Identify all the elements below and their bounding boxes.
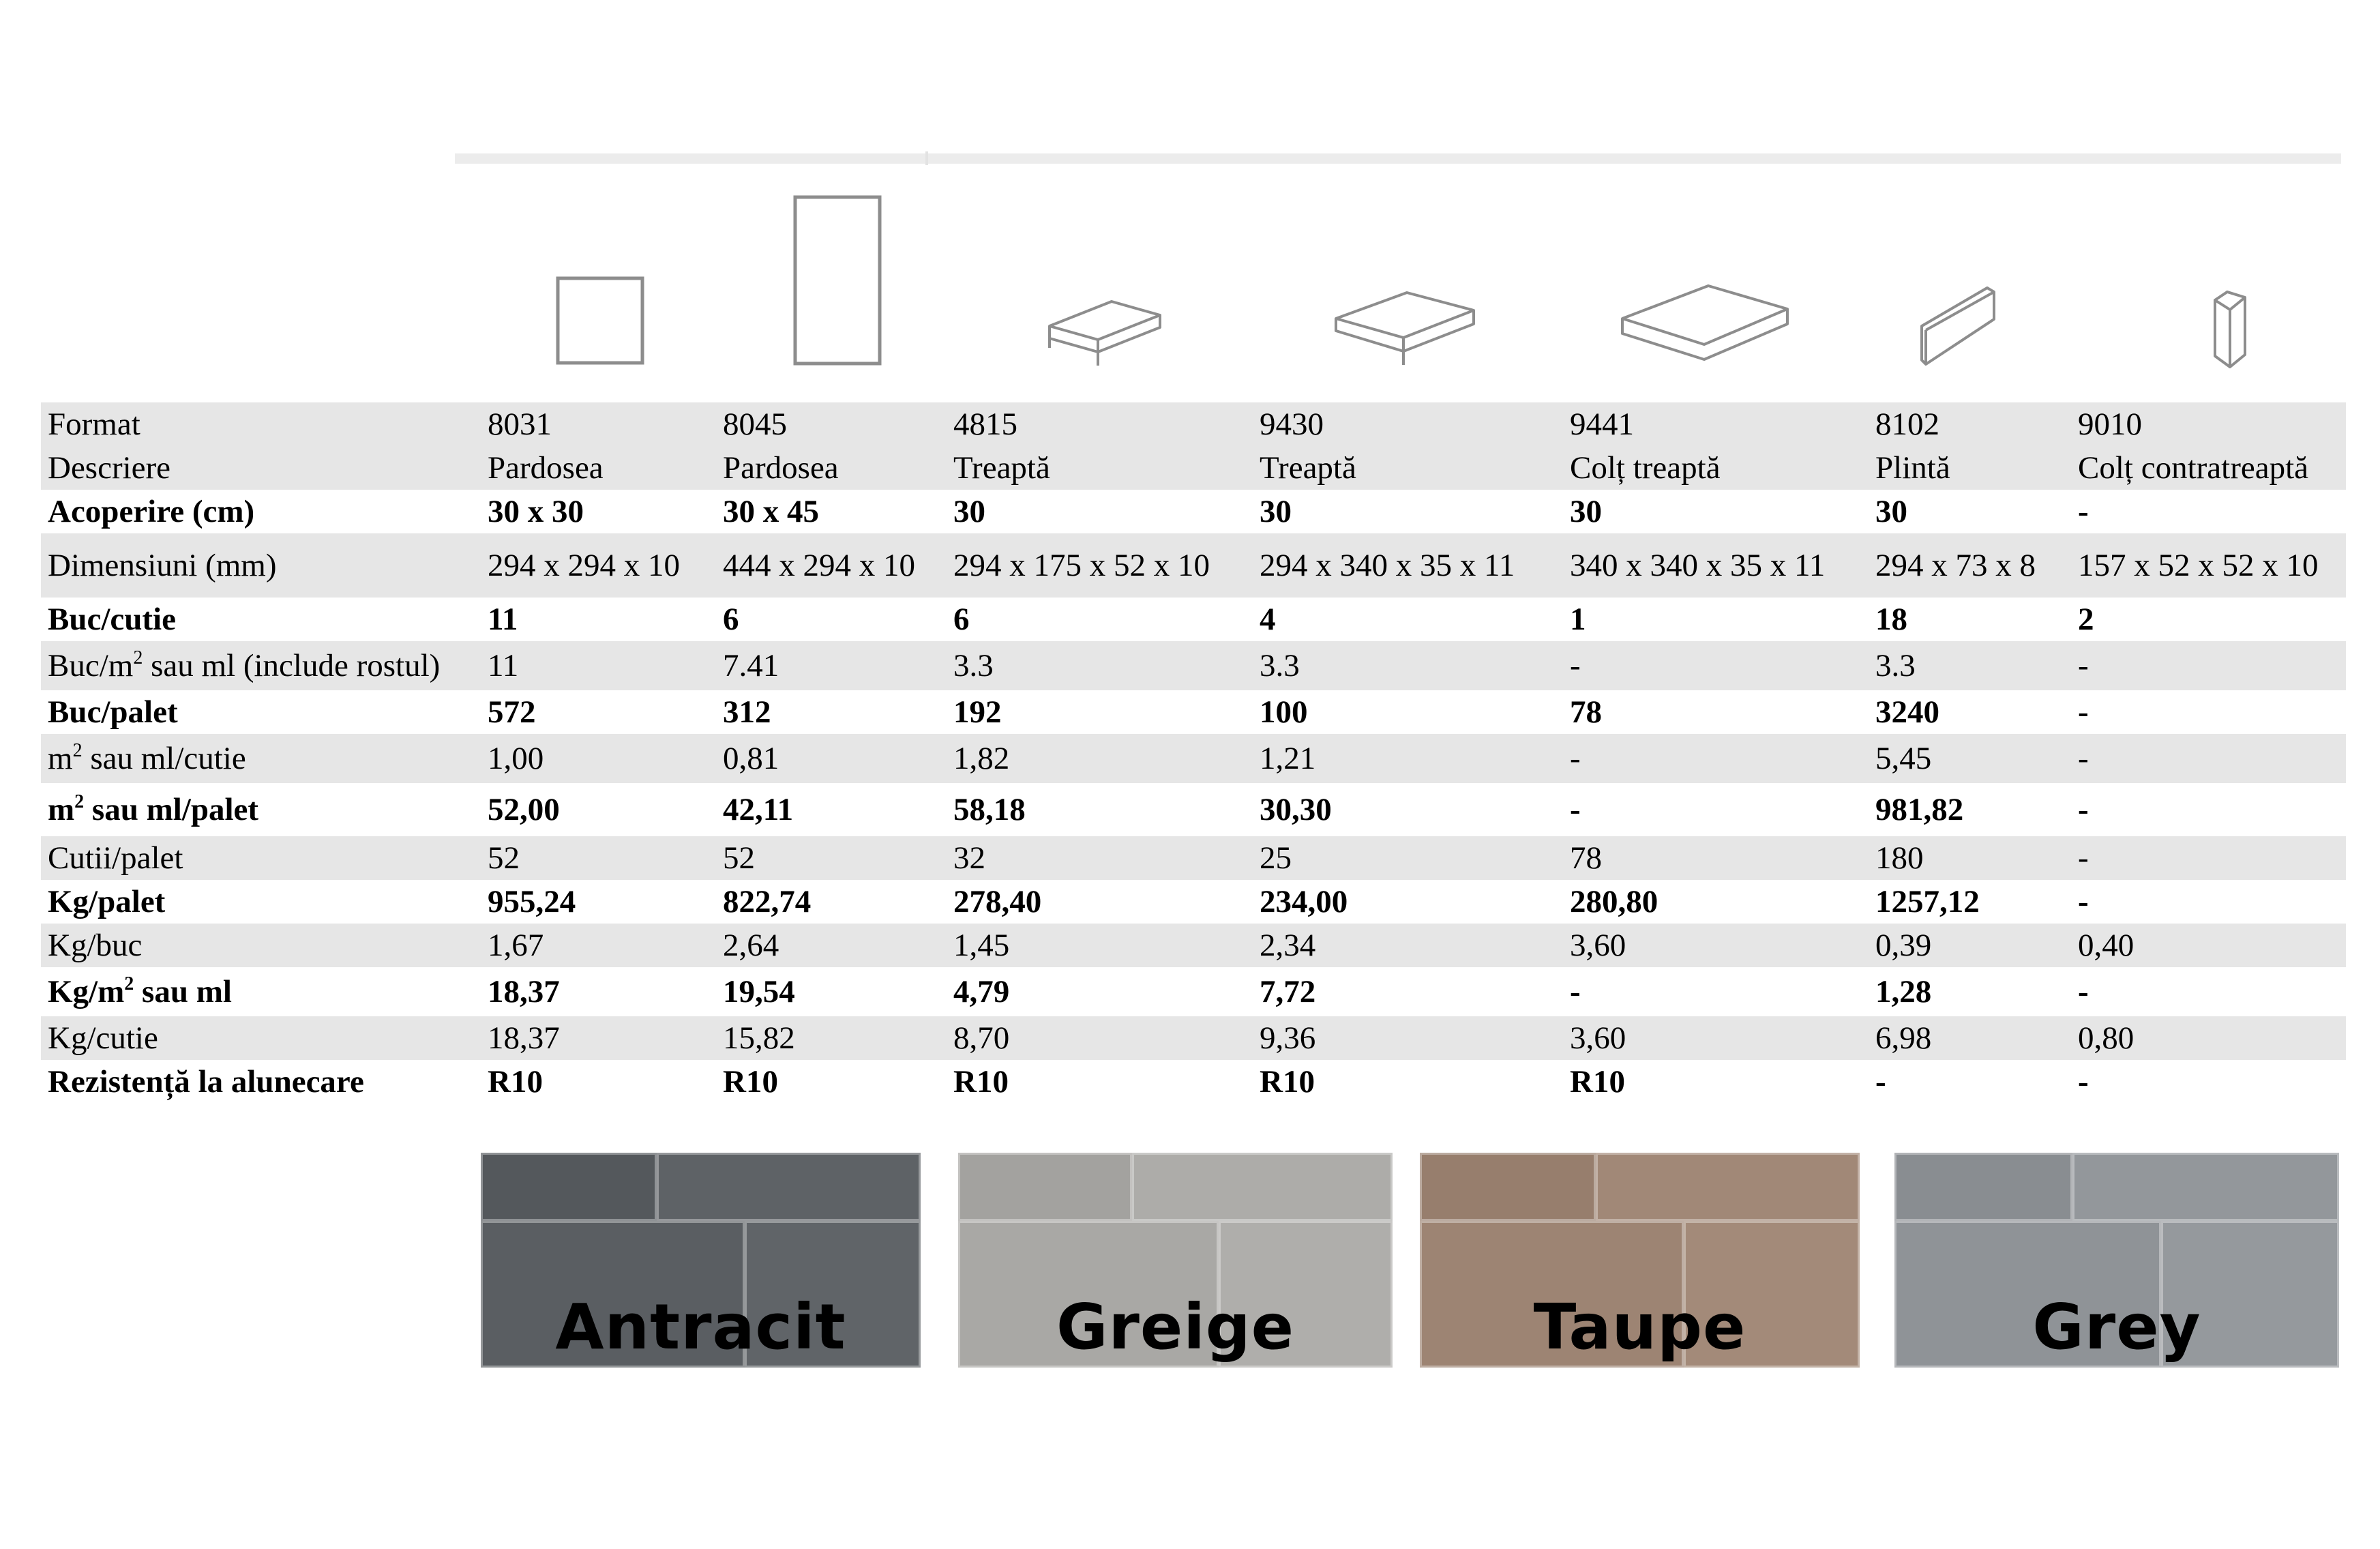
table-row bbox=[41, 641, 2346, 690]
row-label bbox=[41, 734, 481, 783]
table-cell: 6 bbox=[953, 601, 970, 637]
tile-texture bbox=[1132, 1153, 1393, 1221]
table-row bbox=[41, 836, 2346, 880]
table-cell: 312 bbox=[723, 694, 771, 730]
table-cell: 18 bbox=[1875, 601, 1907, 637]
table-row bbox=[41, 783, 2346, 836]
table-cell: 192 bbox=[953, 694, 1002, 730]
row-label-text: sau ml/palet bbox=[84, 791, 259, 827]
table-cell: - bbox=[1570, 973, 1581, 1009]
row-label-text: sau ml/cutie bbox=[82, 740, 246, 776]
table-cell: 294 x 340 x 35 x 11 bbox=[1253, 533, 1563, 598]
table-cell: 1,00 bbox=[481, 734, 716, 783]
row-label-text: Kg/m bbox=[48, 973, 125, 1009]
table-cell: 1,67 bbox=[481, 924, 716, 967]
table-cell: 6,98 bbox=[1869, 1016, 2071, 1060]
format-description: Plintă bbox=[1869, 446, 2071, 490]
rectangle-tile-icon bbox=[793, 195, 882, 366]
table-cell: 3,60 bbox=[1563, 924, 1869, 967]
row-label bbox=[41, 783, 481, 836]
table-cell: - bbox=[2078, 694, 2089, 730]
table-cell: 2,64 bbox=[716, 924, 947, 967]
table-cell: 30 bbox=[1875, 493, 1907, 529]
format-description: Colț treaptă bbox=[1563, 446, 1869, 490]
format-code: 8102 bbox=[1869, 402, 2071, 446]
table-cell: - bbox=[2071, 641, 2346, 690]
row-label-exponent: 2 bbox=[124, 973, 134, 994]
table-cell: 19,54 bbox=[723, 973, 795, 1009]
table-cell: 30 bbox=[1260, 493, 1292, 529]
format-description: Pardosea bbox=[716, 446, 947, 490]
table-cell: 822,74 bbox=[723, 883, 812, 919]
tile-texture bbox=[481, 1153, 657, 1221]
table-cell: 294 x 175 x 52 x 10 bbox=[947, 533, 1253, 598]
table-cell: 18,37 bbox=[481, 1016, 716, 1060]
table-cell: 444 x 294 x 10 bbox=[716, 533, 947, 598]
table-cell: 30 x 45 bbox=[723, 493, 819, 529]
table-cell: 234,00 bbox=[1260, 883, 1348, 919]
table-cell: 7.41 bbox=[716, 641, 947, 690]
table-cell: 2 bbox=[2078, 601, 2094, 637]
table-cell: - bbox=[1570, 791, 1581, 827]
table-row bbox=[41, 1016, 2346, 1060]
swatch-antracit bbox=[481, 1153, 921, 1368]
table-cell: 1,28 bbox=[1875, 973, 1932, 1009]
swatch-greige bbox=[958, 1153, 1393, 1368]
table-cell: 1 bbox=[1570, 601, 1586, 637]
table-cell: 294 x 73 x 8 bbox=[1869, 533, 2071, 598]
format-icons-row bbox=[0, 184, 2380, 375]
format-code: 9010 bbox=[2071, 402, 2346, 446]
table-cell: 30 bbox=[953, 493, 985, 529]
table-cell: 0,81 bbox=[716, 734, 947, 783]
row-label-exponent: 2 bbox=[74, 791, 85, 812]
header-rule-notch bbox=[925, 151, 928, 165]
table-cell: 572 bbox=[488, 694, 536, 730]
table-cell: R10 bbox=[488, 1063, 543, 1100]
riser-corner-icon bbox=[2210, 286, 2250, 372]
table-cell: 18,37 bbox=[488, 973, 560, 1009]
table-cell: 11 bbox=[488, 601, 518, 637]
tile-texture bbox=[958, 1153, 1132, 1221]
table-cell: R10 bbox=[1260, 1063, 1315, 1100]
row-label: Buc/palet bbox=[48, 694, 178, 730]
swatch-label: Antracit bbox=[555, 1290, 846, 1363]
table-cell: 278,40 bbox=[953, 883, 1042, 919]
table-row bbox=[41, 1060, 2346, 1104]
table-cell: R10 bbox=[953, 1063, 1009, 1100]
row-label: Cutii/palet bbox=[41, 836, 481, 880]
tile-texture bbox=[1420, 1153, 1596, 1221]
table-cell: 3240 bbox=[1875, 694, 1939, 730]
row-label-text: Buc/m bbox=[48, 647, 134, 683]
tile-texture bbox=[657, 1153, 921, 1221]
table-cell: 5,45 bbox=[1869, 734, 2071, 783]
specs-table bbox=[41, 402, 2346, 1104]
table-cell: - bbox=[2071, 836, 2346, 880]
table-cell: 9,36 bbox=[1253, 1016, 1563, 1060]
table-cell: 280,80 bbox=[1570, 883, 1658, 919]
swatch-label: Grey bbox=[2032, 1290, 2201, 1363]
row-label: Dimensiuni (mm) bbox=[41, 533, 481, 598]
table-cell: 30 x 30 bbox=[488, 493, 584, 529]
table-row bbox=[41, 533, 2346, 598]
table-cell: 8,70 bbox=[947, 1016, 1253, 1060]
table-cell: 1,45 bbox=[947, 924, 1253, 967]
step-tile-icon bbox=[1333, 290, 1476, 368]
table-cell: 1,21 bbox=[1253, 734, 1563, 783]
table-cell: - bbox=[1875, 1063, 1886, 1100]
format-description: Pardosea bbox=[481, 446, 716, 490]
table-cell: 3,60 bbox=[1563, 1016, 1869, 1060]
swatch-label: Taupe bbox=[1533, 1290, 1746, 1363]
table-cell: - bbox=[2078, 883, 2089, 919]
table-cell: 52 bbox=[481, 836, 716, 880]
tile-texture bbox=[1596, 1153, 1860, 1221]
table-row-descriere bbox=[41, 446, 2346, 490]
table-cell: - bbox=[2071, 734, 2346, 783]
table-row-format bbox=[41, 402, 2346, 446]
format-code: 8045 bbox=[716, 402, 947, 446]
swatch-grey bbox=[1894, 1153, 2339, 1368]
table-row bbox=[41, 490, 2346, 533]
format-description: Treaptă bbox=[947, 446, 1253, 490]
table-cell: 0,80 bbox=[2071, 1016, 2346, 1060]
row-label: Rezistență la alunecare bbox=[48, 1063, 364, 1100]
table-cell: 32 bbox=[947, 836, 1253, 880]
table-cell: 100 bbox=[1260, 694, 1308, 730]
row-label bbox=[41, 967, 481, 1016]
table-cell: 981,82 bbox=[1875, 791, 1964, 827]
step-tile-icon bbox=[1047, 300, 1163, 368]
table-cell: 180 bbox=[1869, 836, 2071, 880]
table-cell: 11 bbox=[481, 641, 716, 690]
table-cell: 30,30 bbox=[1260, 791, 1332, 827]
table-cell: 30 bbox=[1570, 493, 1602, 529]
table-cell: - bbox=[1563, 641, 1869, 690]
table-cell: - bbox=[2078, 1063, 2089, 1100]
table-cell: - bbox=[2078, 973, 2089, 1009]
format-code: 8031 bbox=[481, 402, 716, 446]
format-code: 4815 bbox=[947, 402, 1253, 446]
row-label: Kg/palet bbox=[48, 883, 166, 919]
table-cell: 58,18 bbox=[953, 791, 1026, 827]
table-cell: 3.3 bbox=[1869, 641, 2071, 690]
table-cell: R10 bbox=[1570, 1063, 1625, 1100]
table-cell: 955,24 bbox=[488, 883, 576, 919]
table-cell: 52,00 bbox=[488, 791, 560, 827]
table-cell: 0,40 bbox=[2071, 924, 2346, 967]
table-cell: 6 bbox=[723, 601, 739, 637]
color-swatches bbox=[0, 1153, 2380, 1371]
table-cell: 340 x 340 x 35 x 11 bbox=[1563, 533, 1869, 598]
row-label-text: m bbox=[48, 740, 73, 776]
table-cell: 78 bbox=[1563, 836, 1869, 880]
table-cell: 1,82 bbox=[947, 734, 1253, 783]
table-cell: - bbox=[2078, 493, 2089, 529]
table-cell: 4 bbox=[1260, 601, 1276, 637]
row-label: Kg/cutie bbox=[41, 1016, 481, 1060]
row-label: Acoperire (cm) bbox=[48, 493, 255, 529]
row-label-text: sau ml bbox=[134, 973, 232, 1009]
table-cell: - bbox=[1563, 734, 1869, 783]
table-cell: 4,79 bbox=[953, 973, 1010, 1009]
table-row bbox=[41, 734, 2346, 783]
skirting-icon bbox=[1916, 285, 1998, 368]
table-cell: 15,82 bbox=[716, 1016, 947, 1060]
tile-texture bbox=[1894, 1153, 2072, 1221]
row-label: Kg/buc bbox=[41, 924, 481, 967]
format-description: Treaptă bbox=[1253, 446, 1563, 490]
table-cell: 7,72 bbox=[1260, 973, 1316, 1009]
format-code: 9441 bbox=[1563, 402, 1869, 446]
table-row bbox=[41, 967, 2346, 1016]
row-label bbox=[41, 641, 481, 690]
table-cell: 0,39 bbox=[1869, 924, 2071, 967]
row-label: Descriere bbox=[41, 446, 481, 490]
square-tile-icon bbox=[556, 276, 644, 365]
table-cell: 1257,12 bbox=[1875, 883, 1980, 919]
table-cell: 294 x 294 x 10 bbox=[481, 533, 716, 598]
row-label-exponent: 2 bbox=[72, 739, 83, 761]
table-cell: 3.3 bbox=[947, 641, 1253, 690]
table-cell: 52 bbox=[716, 836, 947, 880]
table-cell: - bbox=[2078, 791, 2089, 827]
row-label-exponent: 2 bbox=[133, 647, 143, 668]
row-label: Format bbox=[41, 402, 481, 446]
format-description: Colț contratreaptă bbox=[2071, 446, 2346, 490]
table-cell: 157 x 52 x 52 x 10 bbox=[2071, 533, 2346, 598]
row-label: Buc/cutie bbox=[48, 601, 176, 637]
format-code: 9430 bbox=[1253, 402, 1563, 446]
row-label-text: m bbox=[48, 791, 75, 827]
table-cell: 25 bbox=[1253, 836, 1563, 880]
row-label-text: sau ml (include rostul) bbox=[143, 647, 441, 683]
table-row bbox=[41, 924, 2346, 967]
table-row bbox=[41, 690, 2346, 734]
swatch-taupe bbox=[1420, 1153, 1860, 1368]
table-cell: 78 bbox=[1570, 694, 1602, 730]
table-row bbox=[41, 880, 2346, 924]
swatch-label: Greige bbox=[1056, 1290, 1295, 1363]
table-cell: 42,11 bbox=[723, 791, 794, 827]
table-cell: 2,34 bbox=[1253, 924, 1563, 967]
tile-texture bbox=[2072, 1153, 2339, 1221]
table-cell: R10 bbox=[723, 1063, 778, 1100]
step-corner-icon bbox=[1620, 283, 1790, 368]
header-rule bbox=[455, 153, 2341, 164]
table-row bbox=[41, 598, 2346, 641]
table-cell: 3.3 bbox=[1253, 641, 1563, 690]
